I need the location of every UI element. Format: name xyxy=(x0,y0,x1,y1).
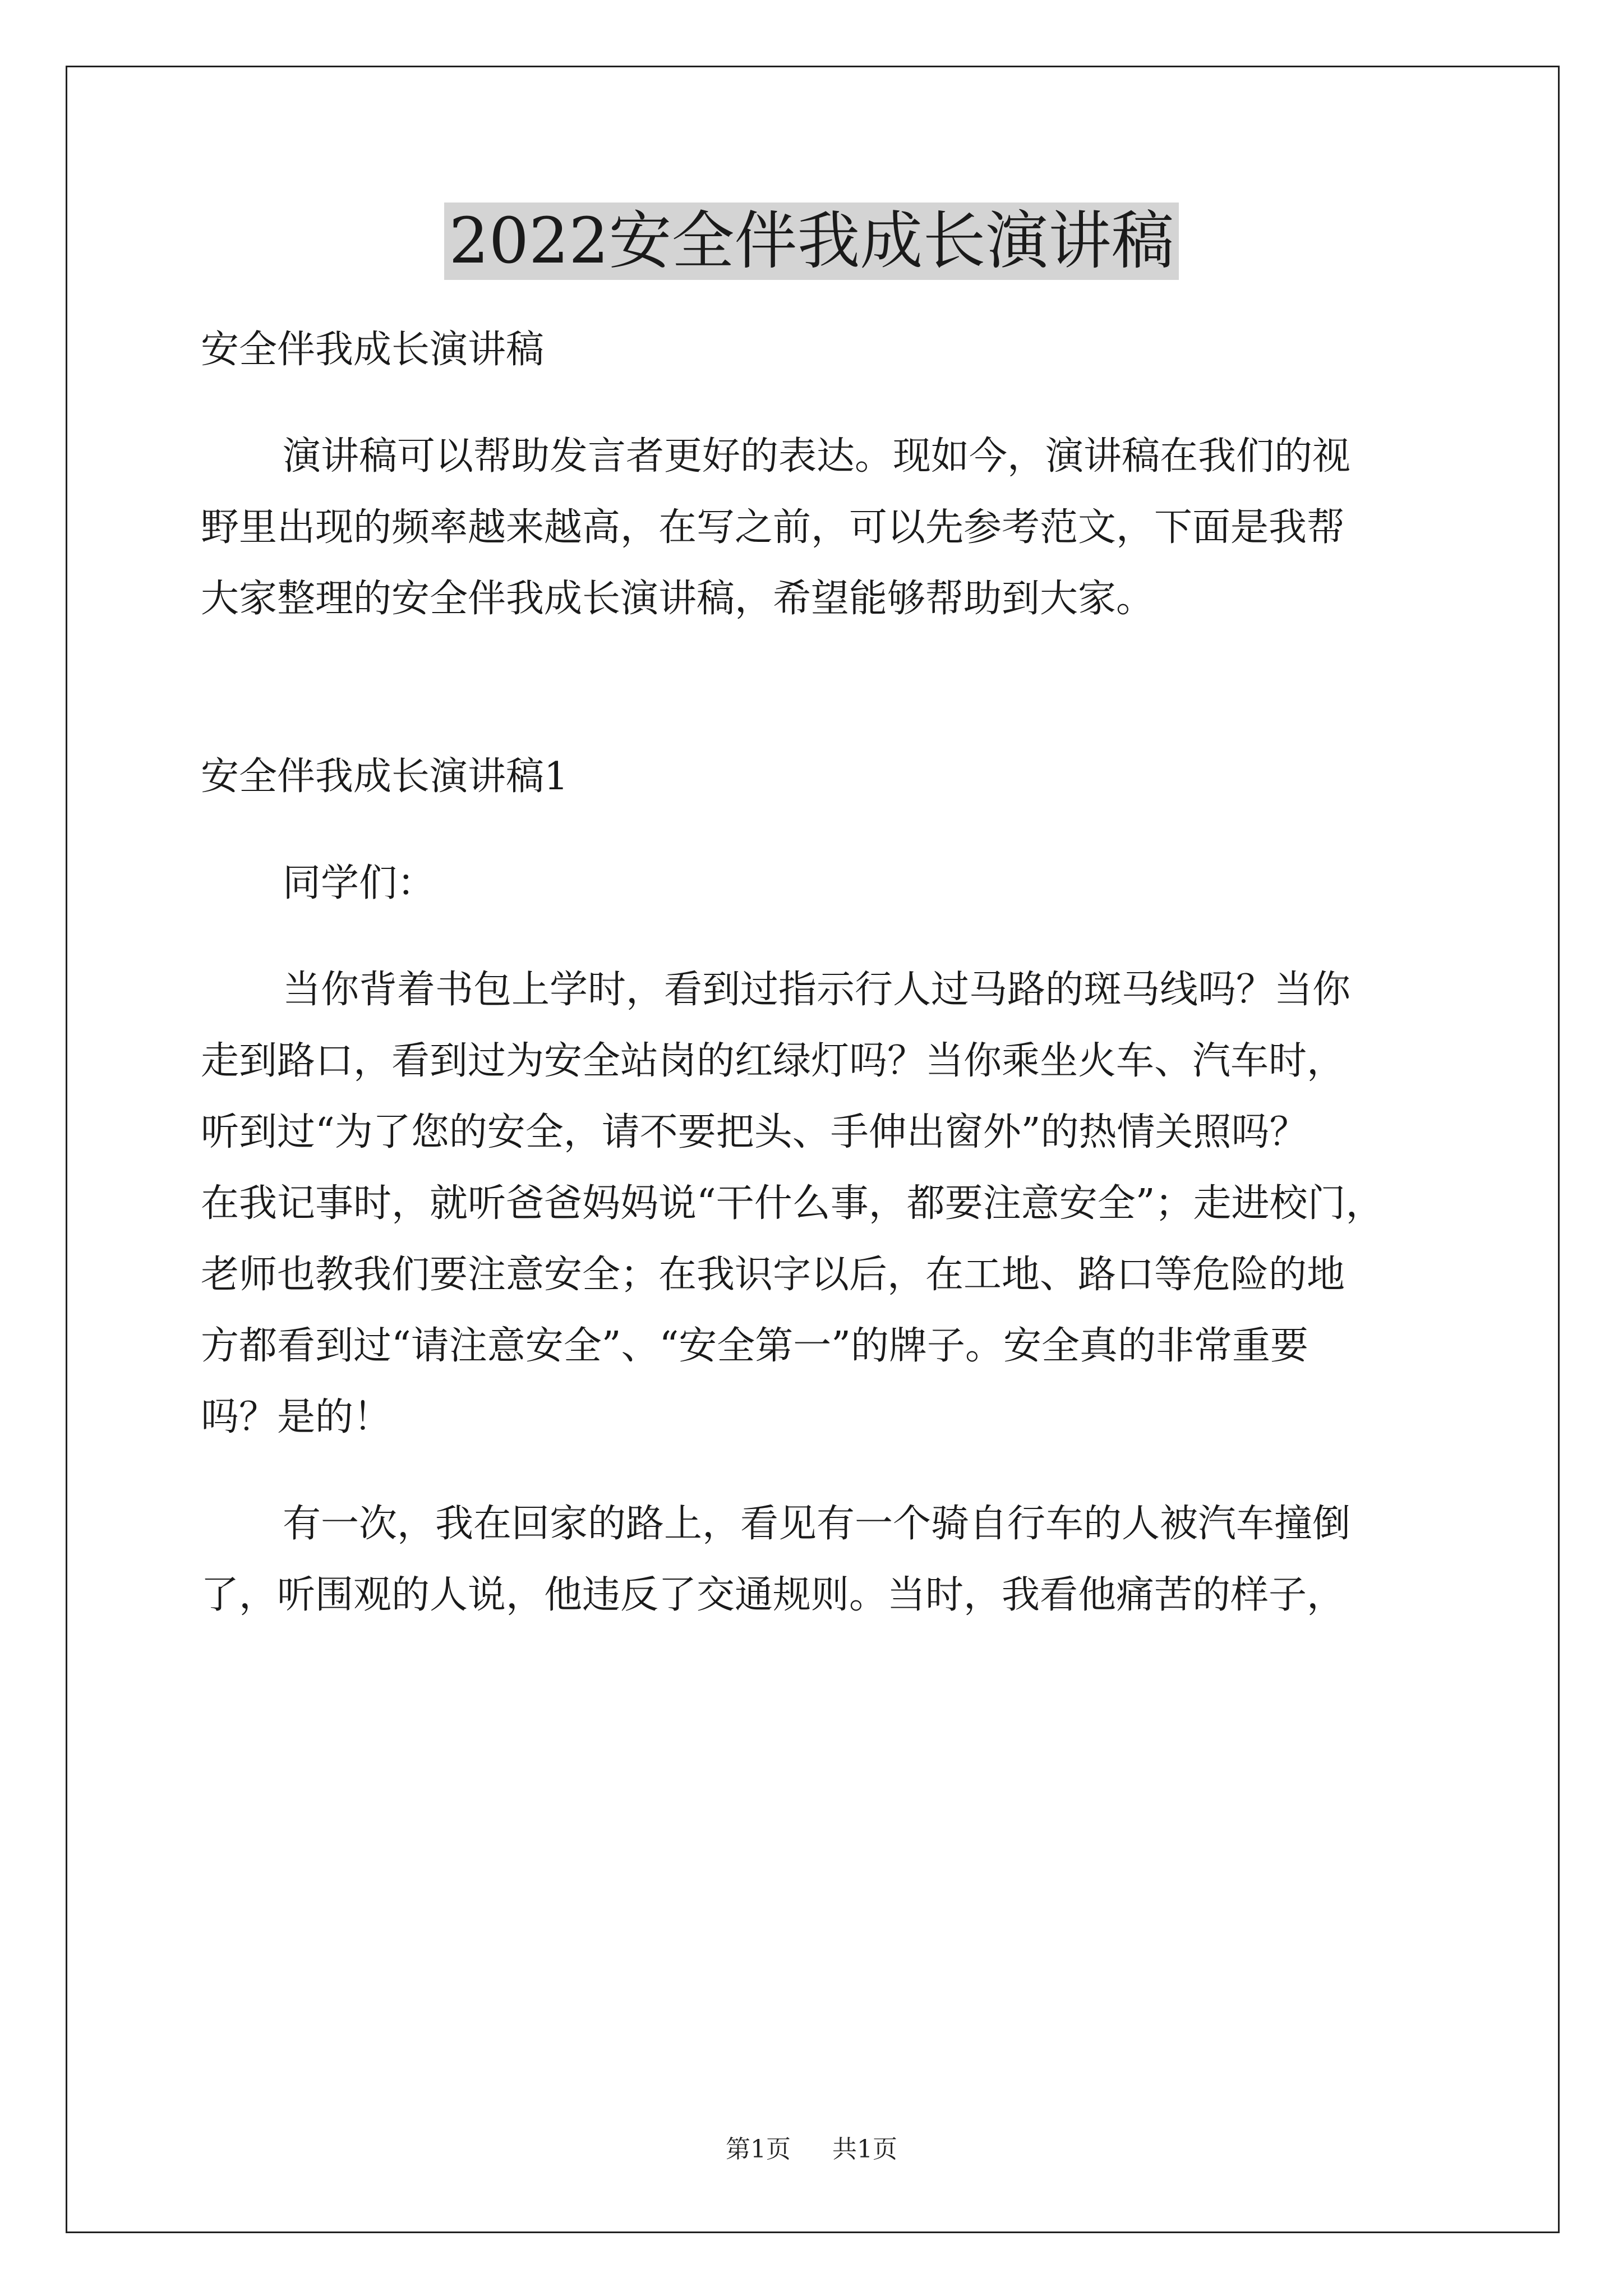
paragraph1-line: 走到路口，看到过为安全站岗的红绿灯吗？当你乘坐火车、汽车时， xyxy=(201,1039,1345,1083)
paragraph1-line: 老师也教我们要注意安全；在我识字以后，在工地、路口等危险的地 xyxy=(201,1253,1345,1297)
paragraph2-line: 有一次，我在回家的路上，看见有一个骑自行车的人被汽车撞倒 xyxy=(283,1502,1351,1546)
document-subtitle: 安全伴我成长演讲稿 xyxy=(201,328,545,372)
paragraph1-line: 当你背着书包上学时，看到过指示行人过马路的斑马线吗？当你 xyxy=(283,968,1351,1012)
document-title-text: 2022安全伴我成长演讲稿 xyxy=(444,203,1178,280)
page-number-total: 共1页 xyxy=(832,2135,897,2164)
paragraph1-line: 方都看到过“请注意安全”、“安全第一”的牌子。安全真的非常重要 xyxy=(201,1324,1309,1368)
intro-line: 大家整理的安全伴我成长演讲稿，希望能够帮助到大家。 xyxy=(201,577,1155,621)
greeting: 同学们： xyxy=(283,861,436,905)
page-footer xyxy=(0,2133,1623,2166)
paragraph1-line: 在我记事时，就听爸爸妈妈说“干什么事，都要注意安全”；走进校门， xyxy=(201,1181,1384,1226)
page-number-current: 第1页 xyxy=(726,2135,791,2164)
paragraph1-line: 吗？是的！ xyxy=(201,1395,392,1439)
intro-line: 演讲稿可以帮助发言者更好的表达。现如今，演讲稿在我们的视 xyxy=(283,434,1351,478)
paragraph2-line: 了，听围观的人说，他违反了交通规则。当时，我看他痛苦的样子， xyxy=(201,1573,1345,1617)
section-heading: 安全伴我成长演讲稿1 xyxy=(201,754,569,799)
document-body xyxy=(201,314,1435,1631)
paragraph1-line: 听到过“为了您的安全，请不要把头、手伸出窗外”的热情关照吗？ xyxy=(201,1110,1308,1154)
document-title xyxy=(0,202,1623,280)
intro-line: 野里出现的频率越来越高，在写之前，可以先参考范文，下面是我帮 xyxy=(201,505,1345,550)
